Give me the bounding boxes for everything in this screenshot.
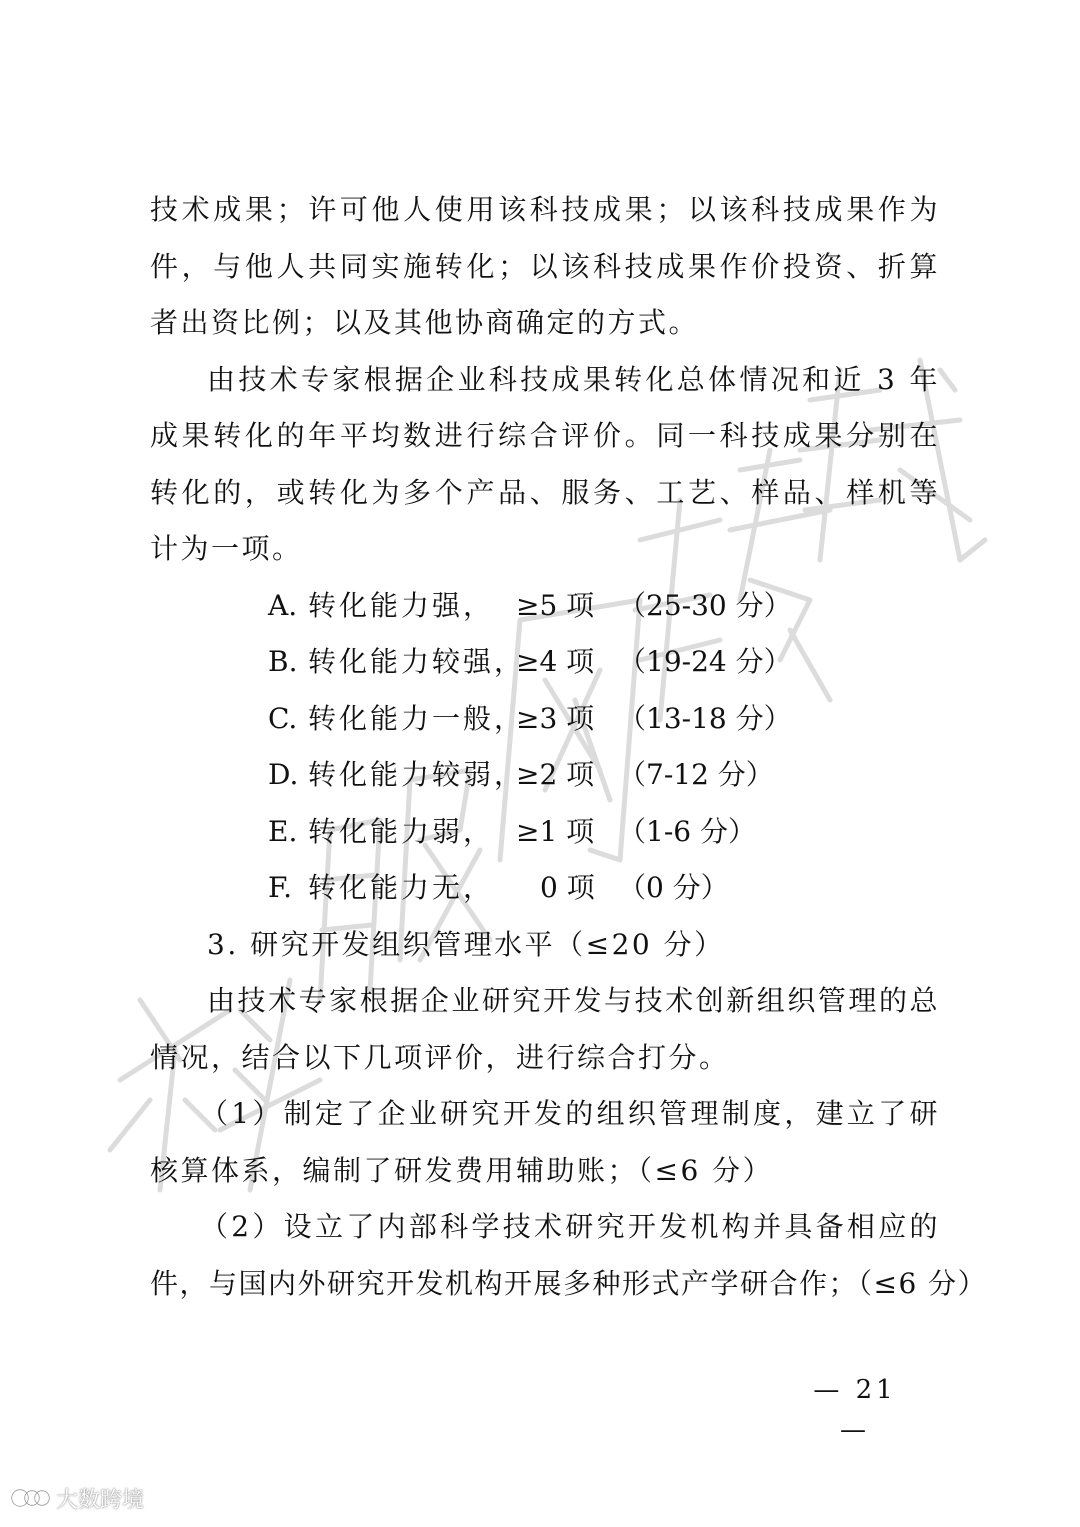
option-letter: B. <box>268 645 298 678</box>
option-score: （13-18 分） <box>618 702 792 735</box>
option-count: ≥5 项 <box>516 589 595 622</box>
option-letter: E. <box>268 815 298 848</box>
paragraph2-line-3: 转化的，或转化为多个产品、服务、工艺、样品、样机等 <box>150 476 940 509</box>
option-letter: F. <box>268 871 292 904</box>
option-score: （1-6 分） <box>618 815 756 848</box>
paragraph2-line-2: 成果转化的年平均数进行综合评价。同一科技成果分别在 <box>150 419 940 452</box>
option-label: 转化能力强， <box>308 589 495 622</box>
paragraph1-line-1: 技术成果；许可他人使用该科技成果；以该科技成果作为 <box>150 193 940 226</box>
option-letter: C. <box>268 702 298 735</box>
option-label: 转化能力一般， <box>308 702 526 735</box>
paragraph1-line-3: 者出资比例；以及其他协商确定的方式。 <box>150 306 700 339</box>
section3-item1-line-2: 核算体系，编制了研发费用辅助账；（≤6 分） <box>150 1154 774 1187</box>
section3-item1-line-1: （1）制定了企业研究开发的组织管理制度，建立了研 <box>200 1097 940 1130</box>
option-letter: A. <box>268 589 298 622</box>
section3-heading: 3. 研究开发组织管理水平（≤20 分） <box>207 928 725 961</box>
option-score: （19-24 分） <box>618 645 792 678</box>
paragraph2-line-4: 计为一项。 <box>150 532 303 565</box>
brand-logo-icon <box>10 1485 50 1511</box>
option-count: ≥1 项 <box>516 815 595 848</box>
option-score: （25-30 分） <box>618 589 792 622</box>
option-count: 0 项 <box>540 871 595 904</box>
section3-item2-line-1: （2）设立了内部科学技术研究开发机构并具备相应的 <box>200 1210 940 1243</box>
section3-intro-line-2: 情况，结合以下几项评价，进行综合打分。 <box>150 1041 730 1074</box>
option-label: 转化能力较弱， <box>308 758 526 791</box>
option-count: ≥4 项 <box>516 645 595 678</box>
paragraph2-line-1: 由技术专家根据企业科技成果转化总体情况和近 3 年 <box>207 363 940 396</box>
option-score: （7-12 分） <box>618 758 774 791</box>
option-letter: D. <box>268 758 299 791</box>
option-count: ≥2 项 <box>516 758 595 791</box>
page-number: — 21 — <box>813 1375 897 1445</box>
section3-item2-line-2: 件，与国内外研究开发机构开展多种形式产学研合作；（≤6 分） <box>150 1267 988 1300</box>
section3-intro-line-1: 由技术专家根据企业研究开发与技术创新组织管理的总 <box>207 984 940 1017</box>
brand-watermark <box>10 1482 144 1514</box>
option-score: （0 分） <box>618 871 729 904</box>
option-label: 转化能力无， <box>308 871 495 904</box>
paragraph1-line-2: 件，与他人共同实施转化；以该科技成果作价投资、折算 <box>150 250 940 283</box>
option-count: ≥3 项 <box>516 702 595 735</box>
brand-name: 大数跨境 <box>56 1487 145 1513</box>
option-label: 转化能力较强， <box>308 645 526 678</box>
option-label: 转化能力弱， <box>308 815 495 848</box>
